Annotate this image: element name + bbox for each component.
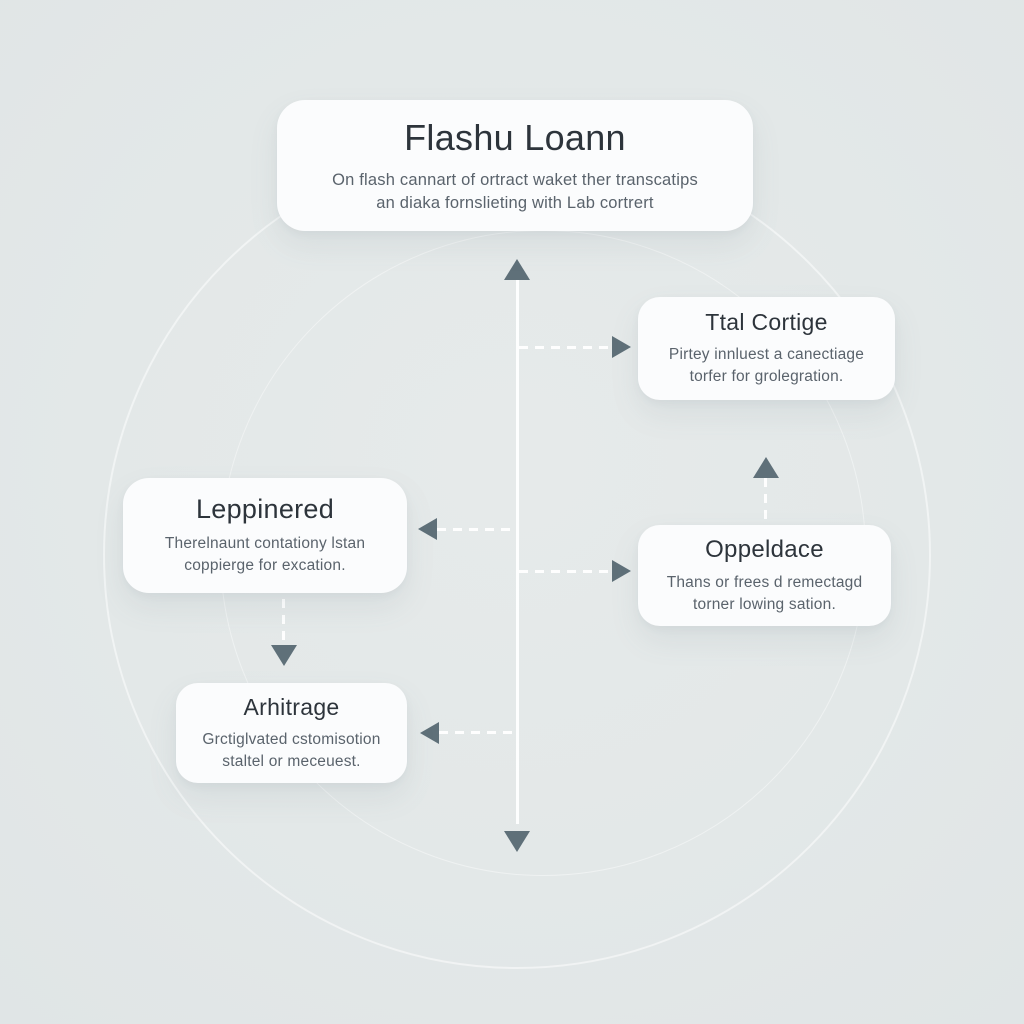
arrow-up-icon xyxy=(504,259,530,280)
node-arhitrage-description xyxy=(202,729,380,773)
arrow-right-icon xyxy=(612,336,631,358)
dashed-line-to-leppinered xyxy=(437,528,517,531)
dashed-line-oppeldace-to-ttal-cortige xyxy=(764,478,767,522)
node-arhitrage xyxy=(176,683,407,783)
node-leppinered xyxy=(123,478,407,593)
node-oppeldace-description xyxy=(667,572,863,616)
arrow-down-icon xyxy=(504,831,530,852)
node-oppeldace-title: Oppeldace xyxy=(705,535,824,563)
dashed-line-to-ttal-cortige xyxy=(519,346,612,349)
node-ttal-cortige-title: Ttal Cortige xyxy=(705,309,828,335)
dashed-line-leppinered-to-arhitrage xyxy=(282,599,285,644)
node-arhitrage-title: Arhitrage xyxy=(243,693,340,720)
node-oppeldace xyxy=(638,525,891,626)
node-ttal-cortige-description xyxy=(669,344,864,388)
dashed-line-to-arhitrage xyxy=(439,731,517,734)
node-flash-loan-title: Flashu Loann xyxy=(404,116,626,158)
description-line-1: Thans or frees d remectagd xyxy=(666,573,863,591)
arrow-down-icon xyxy=(271,645,297,666)
arrow-up-icon xyxy=(753,457,779,478)
description-line-1: On flash cannart of ortract waket ther transcatips xyxy=(332,170,698,189)
description-line-2: torfer for grolegration. xyxy=(689,368,844,385)
description-line-1: Pirtey innluest a canectiage xyxy=(668,346,865,363)
description-line-2: an diaka fornslieting with Lab cortrert xyxy=(376,193,654,212)
description-line-2: coppierge for excation. xyxy=(184,557,346,574)
arrow-left-icon xyxy=(418,518,437,540)
description-line-2: staltel or meceuest. xyxy=(222,752,361,770)
node-flash-loan-description xyxy=(332,169,698,215)
node-leppinered-title: Leppinered xyxy=(195,494,335,524)
description-line-1: Grctiglvated cstomisotion xyxy=(202,730,381,748)
arrow-right-icon xyxy=(612,560,631,582)
description-line-1: Therelnaunt contationy lstan xyxy=(164,535,366,552)
center-vertical-line xyxy=(516,280,519,824)
description-line-2: torner lowing sation. xyxy=(693,595,836,613)
node-ttal-cortige xyxy=(638,297,895,400)
node-leppinered-description xyxy=(165,533,365,577)
arrow-left-icon xyxy=(420,722,439,744)
dashed-line-to-oppeldace xyxy=(519,570,612,573)
node-flash-loan xyxy=(277,100,753,231)
